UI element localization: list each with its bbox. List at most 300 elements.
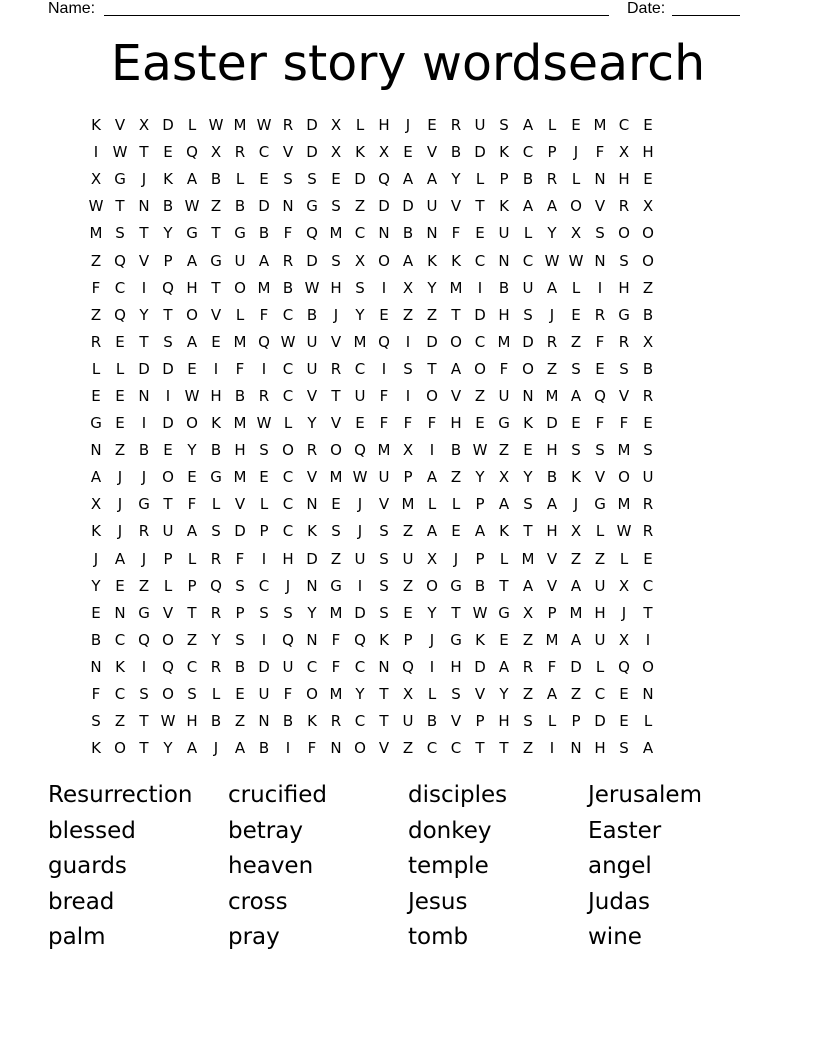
grid-letter[interactable]: M [617, 441, 631, 460]
grid-letter[interactable]: C [306, 657, 318, 676]
grid-letter[interactable]: I [141, 278, 147, 297]
grid-letter[interactable]: R [546, 332, 558, 351]
grid-letter[interactable]: S [211, 522, 221, 541]
grid-letter[interactable]: H [234, 441, 246, 460]
grid-letter[interactable]: C [282, 386, 294, 405]
grid-letter[interactable]: R [210, 549, 222, 568]
grid-letter[interactable]: C [354, 224, 366, 243]
grid-letter[interactable]: L [595, 522, 605, 541]
grid-letter[interactable]: S [571, 359, 581, 378]
grid-letter[interactable]: X [90, 495, 102, 514]
grid-letter[interactable]: P [235, 603, 245, 622]
grid-letter[interactable]: F [235, 359, 245, 378]
grid-letter[interactable]: E [115, 414, 125, 433]
grid-letter[interactable]: D [306, 549, 318, 568]
grid-letter[interactable]: O [186, 305, 198, 324]
grid-letter[interactable]: O [234, 278, 246, 297]
grid-letter[interactable]: W [304, 278, 320, 297]
grid-letter[interactable]: R [594, 305, 606, 324]
grid-letter[interactable]: S [451, 685, 461, 704]
grid-letter[interactable]: T [187, 603, 197, 622]
grid-letter[interactable]: L [619, 549, 629, 568]
grid-letter[interactable]: T [379, 712, 389, 731]
grid-letter[interactable]: I [165, 386, 171, 405]
grid-letter[interactable]: A [90, 468, 102, 487]
grid-letter[interactable]: C [618, 116, 630, 135]
grid-letter[interactable]: U [354, 386, 366, 405]
grid-letter[interactable]: G [450, 630, 462, 649]
grid-letter[interactable]: S [355, 278, 365, 297]
grid-letter[interactable]: F [91, 685, 101, 704]
grid-letter[interactable]: V [114, 116, 126, 135]
grid-letter[interactable]: D [162, 116, 174, 135]
grid-letter[interactable]: C [186, 657, 198, 676]
grid-letter[interactable]: H [186, 278, 198, 297]
grid-letter[interactable]: G [210, 251, 222, 270]
grid-letter[interactable]: Z [138, 576, 150, 595]
grid-letter[interactable]: A [114, 549, 126, 568]
grid-letter[interactable]: L [115, 359, 125, 378]
grid-letter[interactable]: O [426, 386, 438, 405]
grid-letter[interactable]: H [618, 278, 630, 297]
grid-letter[interactable]: W [208, 116, 224, 135]
grid-letter[interactable]: Y [163, 739, 173, 758]
grid-letter[interactable]: W [472, 603, 488, 622]
grid-letter[interactable]: N [258, 712, 270, 731]
grid-letter[interactable]: U [234, 251, 246, 270]
grid-letter[interactable]: B [258, 224, 270, 243]
grid-letter[interactable]: Q [162, 278, 174, 297]
grid-letter[interactable]: L [235, 305, 245, 324]
grid-letter[interactable]: D [594, 712, 606, 731]
grid-letter[interactable]: K [307, 712, 317, 731]
grid-letter[interactable]: X [426, 549, 438, 568]
grid-letter[interactable]: T [475, 739, 485, 758]
grid-letter[interactable]: O [162, 685, 174, 704]
grid-letter[interactable]: B [450, 441, 462, 460]
grid-letter[interactable]: A [186, 522, 198, 541]
grid-letter[interactable]: N [306, 630, 318, 649]
grid-letter[interactable]: L [211, 685, 221, 704]
grid-letter[interactable]: X [402, 441, 414, 460]
grid-letter[interactable]: E [571, 414, 581, 433]
grid-letter[interactable]: Z [546, 359, 558, 378]
grid-letter[interactable]: Z [402, 739, 414, 758]
grid-letter[interactable]: S [307, 170, 317, 189]
grid-letter[interactable]: H [618, 170, 630, 189]
grid-letter[interactable]: Y [187, 441, 197, 460]
grid-letter[interactable]: B [234, 657, 246, 676]
grid-letter[interactable]: X [618, 576, 630, 595]
grid-letter[interactable]: F [331, 657, 341, 676]
grid-letter[interactable]: E [643, 414, 653, 433]
grid-letter[interactable]: L [211, 495, 221, 514]
grid-letter[interactable]: Z [570, 332, 582, 351]
grid-letter[interactable]: M [257, 278, 271, 297]
grid-letter[interactable]: T [499, 739, 509, 758]
grid-letter[interactable]: X [210, 143, 222, 162]
grid-letter[interactable]: S [91, 712, 101, 731]
grid-letter[interactable]: C [354, 359, 366, 378]
grid-letter[interactable]: A [234, 739, 246, 758]
grid-letter[interactable]: E [499, 630, 509, 649]
grid-letter[interactable]: O [114, 739, 126, 758]
grid-letter[interactable]: S [283, 170, 293, 189]
grid-letter[interactable]: Y [91, 576, 101, 595]
grid-letter[interactable]: B [402, 224, 414, 243]
grid-letter[interactable]: Z [330, 549, 342, 568]
grid-letter[interactable]: Z [402, 522, 414, 541]
grid-letter[interactable]: H [450, 414, 462, 433]
grid-letter[interactable]: T [163, 495, 173, 514]
grid-letter[interactable]: Y [307, 414, 317, 433]
grid-letter[interactable]: Z [570, 685, 582, 704]
grid-letter[interactable]: W [544, 251, 560, 270]
grid-letter[interactable]: O [378, 251, 390, 270]
grid-letter[interactable]: C [114, 685, 126, 704]
grid-letter[interactable]: M [401, 495, 415, 514]
grid-letter[interactable]: A [570, 576, 582, 595]
grid-letter[interactable]: F [619, 414, 629, 433]
grid-letter[interactable]: R [522, 657, 534, 676]
grid-letter[interactable]: R [282, 251, 294, 270]
grid-letter[interactable]: J [117, 495, 123, 514]
grid-letter[interactable]: B [210, 441, 222, 460]
grid-letter[interactable]: G [210, 468, 222, 487]
grid-letter[interactable]: Z [498, 441, 510, 460]
grid-letter[interactable]: B [282, 278, 294, 297]
grid-letter[interactable]: D [570, 657, 582, 676]
grid-letter[interactable]: U [498, 386, 510, 405]
grid-letter[interactable]: K [499, 143, 509, 162]
grid-letter[interactable]: D [474, 143, 486, 162]
grid-letter[interactable]: I [429, 657, 435, 676]
grid-letter[interactable]: M [449, 278, 463, 297]
grid-letter[interactable]: M [353, 332, 367, 351]
grid-letter[interactable]: I [261, 630, 267, 649]
grid-letter[interactable]: B [474, 576, 486, 595]
grid-letter[interactable]: H [282, 549, 294, 568]
grid-letter[interactable]: A [402, 251, 414, 270]
grid-letter[interactable]: G [618, 305, 630, 324]
grid-letter[interactable]: C [426, 739, 438, 758]
grid-letter[interactable]: H [330, 278, 342, 297]
grid-letter[interactable]: E [379, 305, 389, 324]
grid-letter[interactable]: A [474, 522, 486, 541]
grid-letter[interactable]: I [261, 549, 267, 568]
grid-letter[interactable]: E [115, 386, 125, 405]
grid-letter[interactable]: H [450, 657, 462, 676]
grid-letter[interactable]: F [595, 143, 605, 162]
grid-letter[interactable]: B [642, 359, 654, 378]
grid-letter[interactable]: R [330, 712, 342, 731]
grid-letter[interactable]: M [545, 386, 559, 405]
grid-letter[interactable]: T [427, 359, 437, 378]
grid-letter[interactable]: J [141, 468, 147, 487]
grid-letter[interactable]: E [643, 170, 653, 189]
grid-letter[interactable]: G [498, 603, 510, 622]
grid-letter[interactable]: K [91, 522, 101, 541]
grid-letter[interactable]: Z [114, 712, 126, 731]
grid-letter[interactable]: T [139, 712, 149, 731]
grid-letter[interactable]: U [522, 278, 534, 297]
grid-letter[interactable]: G [234, 224, 246, 243]
grid-letter[interactable]: E [523, 441, 533, 460]
grid-letter[interactable]: X [330, 143, 342, 162]
grid-letter[interactable]: L [163, 576, 173, 595]
grid-letter[interactable]: B [162, 197, 174, 216]
grid-letter[interactable]: O [426, 576, 438, 595]
grid-letter[interactable]: N [570, 739, 582, 758]
grid-letter[interactable]: V [138, 251, 150, 270]
grid-letter[interactable]: I [477, 278, 483, 297]
grid-letter[interactable]: L [451, 495, 461, 514]
grid-letter[interactable]: V [330, 332, 342, 351]
grid-letter[interactable]: I [405, 386, 411, 405]
grid-letter[interactable]: N [306, 495, 318, 514]
grid-letter[interactable]: V [162, 603, 174, 622]
grid-letter[interactable]: Z [594, 549, 606, 568]
grid-letter[interactable]: P [403, 468, 413, 487]
grid-letter[interactable]: D [546, 414, 558, 433]
grid-letter[interactable]: E [91, 386, 101, 405]
grid-letter[interactable]: O [306, 685, 318, 704]
grid-letter[interactable]: W [112, 143, 128, 162]
grid-letter[interactable]: G [498, 414, 510, 433]
grid-letter[interactable]: N [522, 386, 534, 405]
grid-letter[interactable]: T [163, 305, 173, 324]
grid-letter[interactable]: Q [378, 170, 390, 189]
grid-letter[interactable]: L [187, 549, 197, 568]
grid-letter[interactable]: J [429, 630, 435, 649]
grid-letter[interactable]: O [186, 414, 198, 433]
grid-letter[interactable]: A [186, 251, 198, 270]
grid-letter[interactable]: M [233, 116, 247, 135]
grid-letter[interactable]: F [283, 224, 293, 243]
grid-letter[interactable]: U [306, 359, 318, 378]
grid-letter[interactable]: J [573, 143, 579, 162]
grid-letter[interactable]: Q [378, 332, 390, 351]
grid-letter[interactable]: I [645, 630, 651, 649]
grid-letter[interactable]: M [569, 603, 583, 622]
grid-letter[interactable]: K [211, 414, 221, 433]
grid-letter[interactable]: Q [618, 657, 630, 676]
grid-letter[interactable]: S [523, 495, 533, 514]
grid-letter[interactable]: Z [186, 630, 198, 649]
grid-letter[interactable]: K [91, 739, 101, 758]
grid-letter[interactable]: V [234, 495, 246, 514]
grid-letter[interactable]: E [619, 685, 629, 704]
grid-letter[interactable]: Z [210, 197, 222, 216]
grid-letter[interactable]: O [522, 359, 534, 378]
grid-letter[interactable]: C [642, 576, 654, 595]
grid-letter[interactable]: H [498, 712, 510, 731]
grid-letter[interactable]: D [306, 143, 318, 162]
grid-letter[interactable]: I [405, 332, 411, 351]
grid-letter[interactable]: Z [642, 278, 654, 297]
grid-letter[interactable]: F [595, 414, 605, 433]
grid-letter[interactable]: S [619, 359, 629, 378]
grid-letter[interactable]: S [235, 576, 245, 595]
grid-letter[interactable]: Q [306, 224, 318, 243]
grid-letter[interactable]: T [331, 386, 341, 405]
grid-letter[interactable]: C [282, 522, 294, 541]
grid-letter[interactable]: V [330, 414, 342, 433]
grid-letter[interactable]: Q [114, 251, 126, 270]
grid-letter[interactable]: C [114, 278, 126, 297]
grid-letter[interactable]: D [522, 332, 534, 351]
grid-letter[interactable]: J [141, 170, 147, 189]
grid-letter[interactable]: M [233, 414, 247, 433]
grid-letter[interactable]: Y [547, 224, 557, 243]
grid-letter[interactable]: C [474, 251, 486, 270]
grid-letter[interactable]: J [453, 549, 459, 568]
grid-letter[interactable]: Q [210, 576, 222, 595]
grid-letter[interactable]: I [285, 739, 291, 758]
grid-letter[interactable]: O [450, 332, 462, 351]
grid-letter[interactable]: E [163, 441, 173, 460]
grid-letter[interactable]: G [450, 576, 462, 595]
grid-letter[interactable]: T [523, 522, 533, 541]
grid-letter[interactable]: O [162, 630, 174, 649]
grid-letter[interactable]: Q [354, 441, 366, 460]
grid-letter[interactable]: W [184, 386, 200, 405]
grid-letter[interactable]: S [331, 251, 341, 270]
grid-letter[interactable]: Y [427, 603, 437, 622]
grid-letter[interactable]: X [570, 224, 582, 243]
grid-letter[interactable]: B [546, 468, 558, 487]
grid-letter[interactable]: J [405, 116, 411, 135]
grid-letter[interactable]: U [474, 116, 486, 135]
grid-letter[interactable]: E [595, 359, 605, 378]
grid-letter[interactable]: A [642, 739, 654, 758]
grid-letter[interactable]: A [546, 495, 558, 514]
grid-letter[interactable]: M [377, 441, 391, 460]
grid-letter[interactable]: D [234, 522, 246, 541]
grid-letter[interactable]: L [355, 116, 365, 135]
grid-letter[interactable]: M [545, 630, 559, 649]
grid-letter[interactable]: Z [522, 739, 534, 758]
grid-letter[interactable]: M [617, 495, 631, 514]
grid-letter[interactable]: W [352, 468, 368, 487]
grid-letter[interactable]: A [426, 468, 438, 487]
grid-letter[interactable]: W [256, 116, 272, 135]
grid-letter[interactable]: D [138, 359, 150, 378]
grid-letter[interactable]: Y [523, 468, 533, 487]
grid-letter[interactable]: D [306, 251, 318, 270]
grid-letter[interactable]: M [329, 224, 343, 243]
grid-letter[interactable]: R [258, 386, 270, 405]
grid-letter[interactable]: P [259, 522, 269, 541]
grid-letter[interactable]: F [307, 739, 317, 758]
grid-letter[interactable]: L [547, 116, 557, 135]
grid-letter[interactable]: A [546, 197, 558, 216]
grid-letter[interactable]: I [141, 414, 147, 433]
grid-letter[interactable]: N [378, 657, 390, 676]
grid-letter[interactable]: Z [426, 305, 438, 324]
grid-letter[interactable]: X [642, 197, 654, 216]
grid-letter[interactable]: D [426, 332, 438, 351]
grid-letter[interactable]: Q [138, 630, 150, 649]
grid-letter[interactable]: V [546, 549, 558, 568]
grid-letter[interactable]: E [187, 468, 197, 487]
grid-letter[interactable]: Y [475, 468, 485, 487]
grid-letter[interactable]: S [571, 441, 581, 460]
grid-letter[interactable]: K [499, 197, 509, 216]
grid-letter[interactable]: V [282, 143, 294, 162]
grid-letter[interactable]: N [426, 224, 438, 243]
grid-letter[interactable]: B [306, 305, 318, 324]
grid-letter[interactable]: F [403, 414, 413, 433]
grid-letter[interactable]: T [211, 278, 221, 297]
grid-letter[interactable]: B [282, 712, 294, 731]
grid-letter[interactable]: J [213, 739, 219, 758]
grid-letter[interactable]: V [450, 386, 462, 405]
grid-letter[interactable]: J [93, 549, 99, 568]
grid-letter[interactable]: A [522, 197, 534, 216]
grid-letter[interactable]: C [258, 143, 270, 162]
grid-letter[interactable]: Z [354, 197, 366, 216]
grid-letter[interactable]: O [618, 468, 630, 487]
grid-letter[interactable]: W [568, 251, 584, 270]
grid-letter[interactable]: Z [474, 386, 486, 405]
grid-letter[interactable]: O [642, 657, 654, 676]
grid-letter[interactable]: D [474, 657, 486, 676]
grid-letter[interactable]: P [163, 251, 173, 270]
grid-letter[interactable]: W [88, 197, 104, 216]
grid-letter[interactable]: P [187, 576, 197, 595]
grid-letter[interactable]: P [475, 495, 485, 514]
grid-letter[interactable]: Z [114, 441, 126, 460]
grid-letter[interactable]: C [450, 739, 462, 758]
grid-letter[interactable]: N [306, 576, 318, 595]
grid-letter[interactable]: R [642, 522, 654, 541]
grid-letter[interactable]: F [91, 278, 101, 297]
grid-letter[interactable]: V [474, 685, 486, 704]
grid-letter[interactable]: P [571, 712, 581, 731]
grid-letter[interactable]: X [90, 170, 102, 189]
grid-letter[interactable]: B [522, 170, 534, 189]
grid-letter[interactable]: S [235, 630, 245, 649]
grid-letter[interactable]: Z [402, 305, 414, 324]
grid-letter[interactable]: E [427, 116, 437, 135]
grid-letter[interactable]: F [379, 414, 389, 433]
grid-letter[interactable]: D [474, 305, 486, 324]
grid-letter[interactable]: I [549, 739, 555, 758]
grid-letter[interactable]: A [570, 630, 582, 649]
grid-letter[interactable]: V [450, 712, 462, 731]
grid-letter[interactable]: X [498, 468, 510, 487]
grid-letter[interactable]: F [547, 657, 557, 676]
grid-letter[interactable]: X [402, 278, 414, 297]
grid-letter[interactable]: X [378, 143, 390, 162]
grid-letter[interactable]: T [211, 224, 221, 243]
grid-letter[interactable]: D [306, 116, 318, 135]
grid-letter[interactable]: Z [450, 468, 462, 487]
grid-letter[interactable]: U [402, 712, 414, 731]
grid-letter[interactable]: B [210, 170, 222, 189]
grid-letter[interactable]: S [499, 116, 509, 135]
grid-letter[interactable]: A [258, 251, 270, 270]
grid-letter[interactable]: U [354, 549, 366, 568]
grid-letter[interactable]: L [187, 116, 197, 135]
grid-letter[interactable]: J [357, 522, 363, 541]
grid-letter[interactable]: S [403, 359, 413, 378]
name-blank-line[interactable] [104, 15, 609, 16]
grid-letter[interactable]: T [643, 603, 653, 622]
grid-letter[interactable]: F [331, 630, 341, 649]
grid-letter[interactable]: O [162, 468, 174, 487]
